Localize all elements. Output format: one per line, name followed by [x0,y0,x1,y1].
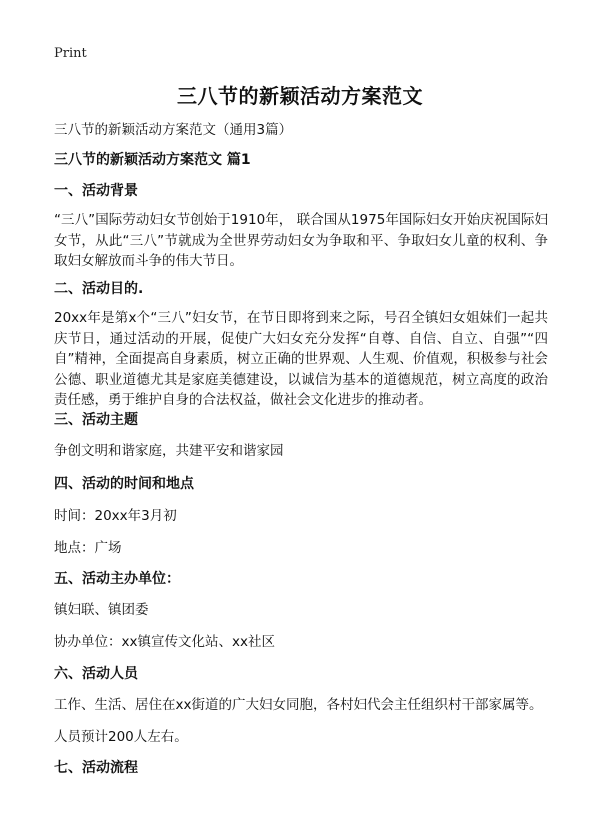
section-heading-organizer: 五、活动主办单位： [54,571,180,587]
place-text: 地点：广场 [54,540,122,556]
participants-count-text: 人员预计200人左右。 [54,729,188,745]
section-heading-participants: 六、活动人员 [54,666,138,682]
co-organizer-text: 协办单位：xx镇宣传文化站、xx社区 [54,634,275,650]
participants-text: 工作、生活、居住在xx街道的广大妇女同胞，各村妇代会主任组织村干部家属等。 [54,697,543,713]
section-heading-process: 七、活动流程 [54,760,138,776]
paragraph-purpose: 20xx年是第x个“三八”妇女节，在节日即将到来之际，号召全镇妇女姐妹们一起共庆节日，通过活动的开展，促使广大妇女充分发挥“自尊、自信、自立、自强”“四自”精神，全面提高自身素质，树立正确的世界观、人生观、价值观，积极参与社会公德、职业道德尤其是家庭美德建设，以诚信为基本的道德规范，树立高度的政治责任感，勇于维护自身的合法权益，做社会文化进步的推动者。 [54,310,548,408]
page-title: 三八节的新颖活动方案范文 [177,84,423,108]
theme-text: 争创文明和谐家庭，共建平安和谐家园 [54,443,284,459]
section-heading-background: 一、活动背景 [54,183,138,199]
section-heading-theme: 三、活动主题 [54,412,138,428]
paragraph-background: “三八”国际劳动妇女节创始于1910年， 联合国从1975年国际妇女开始庆祝国际妇女节，从此“三八”节就成为全世界劳动妇女为争取和平、争取妇女儿童的权利、争取妇女解放而斗争的伟大节日。 [54,212,548,269]
subtitle: 三八节的新颖活动方案范文（通用3篇） [54,122,293,138]
section-heading-time-place: 四、活动的时间和地点 [54,476,194,492]
section-heading-purpose: 二、活动目的. [54,281,144,297]
part-heading: 三八节的新颖活动方案范文 篇1 [54,152,251,168]
time-text: 时间：20xx年3月初 [54,508,177,524]
print-link[interactable]: Print [54,46,87,61]
organizer-text: 镇妇联、镇团委 [54,602,149,618]
